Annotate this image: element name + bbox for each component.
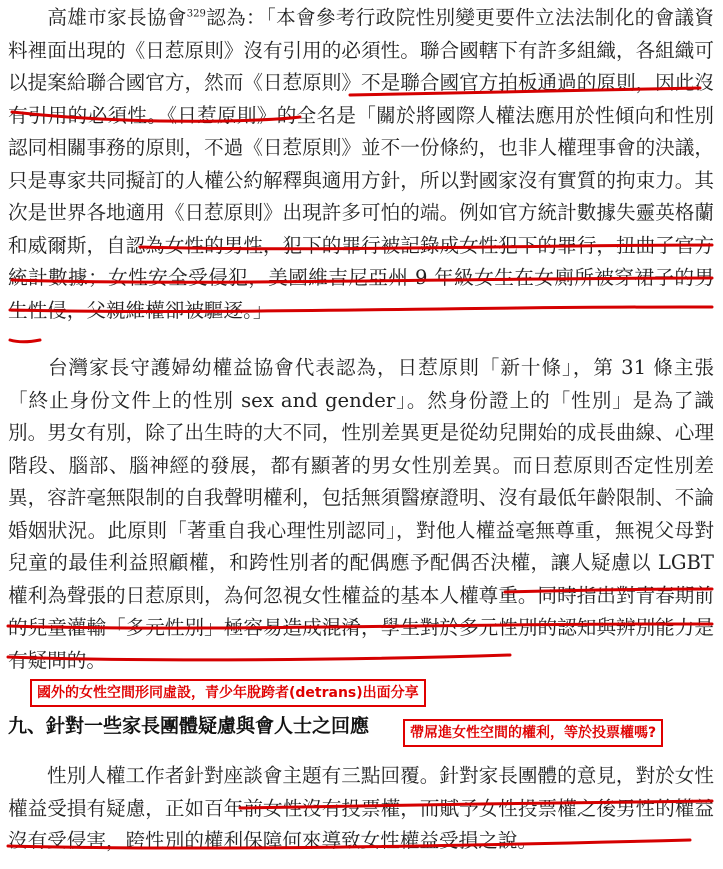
para3-text-b: 。 (517, 829, 538, 852)
paragraph-gender-rights-workers (8, 760, 714, 858)
para1-underlined-1: 《日惹原則》不是聯合國官方拍板通過的原則，因此沒有引用的必須性 (8, 71, 715, 127)
annotation-box-detrans: 國外的女性空間形同虛設，青少年脫跨者(detrans)出面分享 (30, 679, 426, 707)
para1-text-b: 。《日惹原則》的全名是「關於將國際人權法應用於性傾向和性別認同相關事務的原則，不過《日惹原則》並不一份條約，也非人權理事會的決議，只是專家共同擬訂的人權公約解釋與適用方針，所以對國家沒有實質的拘束力。其次是世界各地適用《日惹原則》出現許多可怕的端。例如 (8, 103, 715, 224)
para2-text-b: 。 (86, 648, 106, 672)
para1-text-a: 認為：「本會參考行政院性別變更要件立法法制化的會議資料裡面出現的《日惹原則》沒有引用的必須性。聯合國轄下有許多組織，各組織可以提案給聯合國官方，然而 (8, 6, 715, 94)
para1-underlined-2: 官方統計數據失靈英格蘭和威爾斯，自認為女性的男性，犯下的罪行被記錄成女性犯下的罪行，扭曲了官方統計數據；女性安全受侵犯，美國維吉尼亞州 9 年級女生在女廁所被穿裙子的男生性侵，父親維權卻被驅逐 (8, 201, 715, 322)
para1-lead: 高雄市家長協會 (47, 6, 187, 29)
paragraph-taiwan-parents (8, 352, 714, 677)
paragraph-kaohsiung-parents (8, 2, 714, 327)
underline-stroke (10, 340, 40, 342)
section-heading: 九、針對一些家長團體疑慮與會人士之回應 (8, 715, 370, 737)
para1-text-c: 。」 (243, 298, 273, 322)
annotation-box-voting: 帶屌進女性空間的權利，等於投票權嗎? (403, 719, 663, 747)
footnote-ref: 329 (186, 8, 206, 20)
para2-text-a: 台灣家長守護婦幼權益協會代表認為，日惹原則「新十條」，第 31 條主張「終止身份文件上的性別 sex and gender」。然身份證上的「性別」是為了識別。男女有別，除了出生時的大不同，性別差異更是從幼兒開始的成長曲線、心理階段、腦部、腦神經的發展，都有顯著的男女性別差異。而日惹原則否定性別差異，容許毫無限制的自我聲明權利，包括無須醫療證明、沒有最低年齡限制、不論婚姻狀況。此原則「著重自我心理性別認同」，對他人權益毫無尊重，無視父母對兒童的最佳利益照顧權，和跨性別者的配偶應予配偶否決權，讓人疑慮以 LGBT 權利為聲張的日惹原則， (8, 356, 714, 607)
para2-underlined-1: 為何忽視女性權益的基本人權尊重。同時指出對青春期前的兒童灌輸「多元性別」極容易造成混淆，學生對於多元性別的認知與辨別能力是有疑問的 (8, 583, 715, 672)
para3-text-a: 性別人權工作者針對座談會主題有三點回覆。針對家長團體的意見，對於女性權益受損有疑慮， (8, 764, 714, 820)
para3-underlined-1: 正如百年前女性沒有投票權，而賦予女性投票權之後男性的權益沒有受侵害，跨性別的權利保障何來導致女性權益受損之說 (8, 796, 715, 852)
